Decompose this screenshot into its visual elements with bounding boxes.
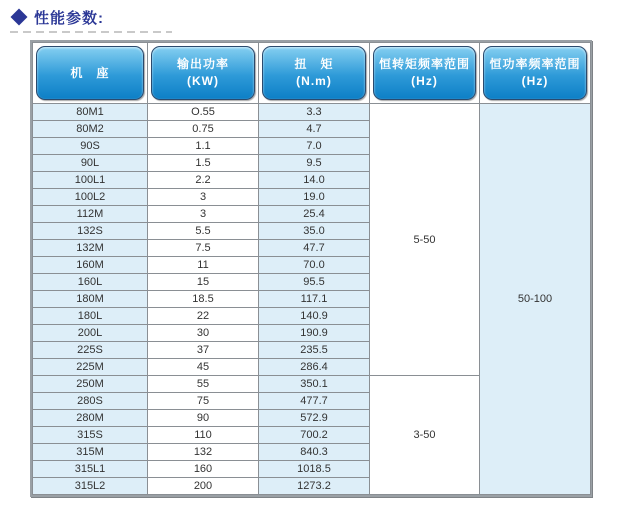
cell-output-power: 3 [148, 206, 259, 223]
cell-torque: 47.7 [259, 240, 370, 257]
header-button-output-power[interactable] [151, 46, 255, 100]
cell-output-power: 75 [148, 393, 259, 410]
cell-output-power: 0.75 [148, 121, 259, 138]
cell-output-power: 90 [148, 410, 259, 427]
header-label: 恒功率频率范围 [489, 57, 581, 72]
header-unit: (Hz) [521, 74, 549, 88]
cell-torque: 14.0 [259, 172, 370, 189]
cell-frame-size: 315L1 [33, 461, 148, 478]
cell-torque: 1273.2 [259, 478, 370, 495]
cell-frame-size: 132M [33, 240, 148, 257]
cell-output-power: O.55 [148, 104, 259, 121]
cell-frame-size: 180L [33, 308, 148, 325]
cell-torque: 35.0 [259, 223, 370, 240]
cell-frame-size: 160M [33, 257, 148, 274]
diamond-bullet-icon [11, 9, 28, 26]
cell-frame-size: 225M [33, 359, 148, 376]
cell-torque: 19.0 [259, 189, 370, 206]
cell-frame-size: 100L2 [33, 189, 148, 206]
header-unit: (KW) [187, 74, 219, 88]
cell-output-power: 200 [148, 478, 259, 495]
cell-torque: 350.1 [259, 376, 370, 393]
cell-torque: 700.2 [259, 427, 370, 444]
header-button-constant-torque-freq[interactable] [373, 46, 476, 100]
page-title: 性能参数: [34, 9, 104, 27]
cell-torque: 9.5 [259, 155, 370, 172]
cell-frame-size: 90L [33, 155, 148, 172]
cell-torque: 117.1 [259, 291, 370, 308]
header-label: 扭 矩 [294, 57, 334, 72]
cell-frame-size: 315L2 [33, 478, 148, 495]
header-label: 机 座 [70, 65, 110, 80]
table-row [33, 104, 591, 121]
cell-frame-size: 90S [33, 138, 148, 155]
cell-output-power: 30 [148, 325, 259, 342]
cell-frame-size: 180M [33, 291, 148, 308]
cell-constant-torque-freq: 3-50 [370, 376, 480, 495]
section-title-row [0, 0, 620, 26]
header-unit: (N.m) [296, 74, 332, 88]
cell-torque: 840.3 [259, 444, 370, 461]
cell-output-power: 2.2 [148, 172, 259, 189]
cell-torque: 95.5 [259, 274, 370, 291]
header-button-constant-power-freq[interactable] [483, 46, 587, 100]
header-button-torque[interactable] [262, 46, 366, 100]
cell-frame-size: 80M1 [33, 104, 148, 121]
cell-output-power: 37 [148, 342, 259, 359]
cell-output-power: 132 [148, 444, 259, 461]
cell-torque: 140.9 [259, 308, 370, 325]
cell-constant-torque-freq: 5-50 [370, 104, 480, 376]
cell-frame-size: 80M2 [33, 121, 148, 138]
cell-torque: 286.4 [259, 359, 370, 376]
table-header [33, 43, 591, 104]
cell-output-power: 7.5 [148, 240, 259, 257]
cell-constant-power-freq: 50-100 [480, 104, 591, 495]
cell-torque: 235.5 [259, 342, 370, 359]
cell-frame-size: 112M [33, 206, 148, 223]
cell-frame-size: 132S [33, 223, 148, 240]
header-label: 恒转矩频率范围 [378, 57, 470, 72]
cell-output-power: 15 [148, 274, 259, 291]
cell-output-power: 22 [148, 308, 259, 325]
cell-output-power: 45 [148, 359, 259, 376]
cell-output-power: 110 [148, 427, 259, 444]
cell-frame-size: 315M [33, 444, 148, 461]
cell-output-power: 160 [148, 461, 259, 478]
cell-torque: 477.7 [259, 393, 370, 410]
cell-torque: 70.0 [259, 257, 370, 274]
cell-torque: 7.0 [259, 138, 370, 155]
performance-table-frame [30, 40, 592, 497]
cell-output-power: 1.1 [148, 138, 259, 155]
cell-torque: 1018.5 [259, 461, 370, 478]
cell-torque: 3.3 [259, 104, 370, 121]
cell-frame-size: 160L [33, 274, 148, 291]
cell-frame-size: 100L1 [33, 172, 148, 189]
dashed-divider [10, 31, 172, 33]
cell-output-power: 3 [148, 189, 259, 206]
header-unit: (Hz) [411, 74, 438, 88]
performance-table [32, 42, 591, 495]
cell-frame-size: 280M [33, 410, 148, 427]
header-button-frame-size[interactable] [36, 46, 144, 100]
cell-torque: 4.7 [259, 121, 370, 138]
header-label: 输出功率 [176, 57, 229, 72]
cell-output-power: 55 [148, 376, 259, 393]
table-body [33, 104, 591, 495]
cell-output-power: 5.5 [148, 223, 259, 240]
cell-torque: 190.9 [259, 325, 370, 342]
cell-torque: 25.4 [259, 206, 370, 223]
cell-output-power: 18.5 [148, 291, 259, 308]
cell-frame-size: 315S [33, 427, 148, 444]
cell-frame-size: 280S [33, 393, 148, 410]
cell-frame-size: 250M [33, 376, 148, 393]
cell-torque: 572.9 [259, 410, 370, 427]
cell-output-power: 11 [148, 257, 259, 274]
cell-frame-size: 225S [33, 342, 148, 359]
cell-frame-size: 200L [33, 325, 148, 342]
cell-output-power: 1.5 [148, 155, 259, 172]
